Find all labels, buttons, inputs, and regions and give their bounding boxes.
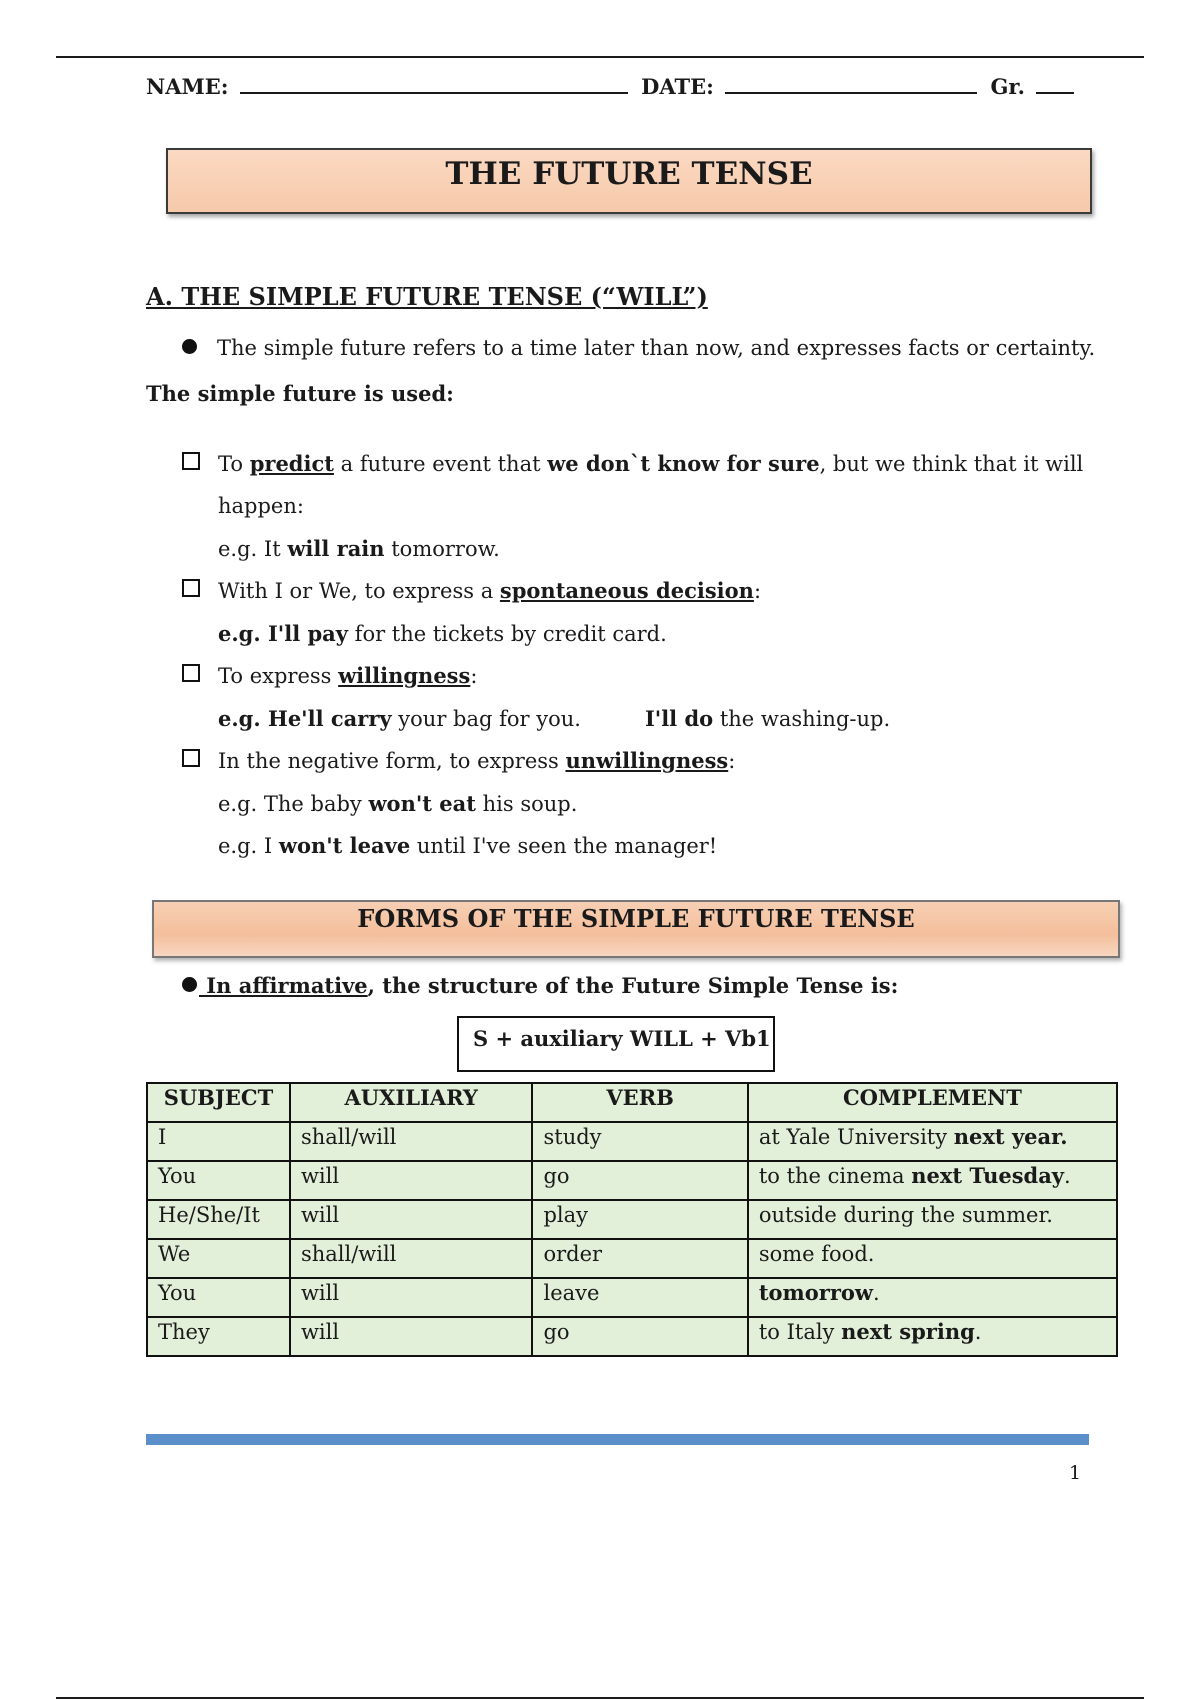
text: : — [470, 664, 478, 688]
header-complement: COMPLEMENT — [748, 1083, 1117, 1122]
cell-subject: They — [147, 1317, 290, 1356]
intro-bullet — [182, 334, 1095, 362]
checkbox-icon — [182, 579, 200, 597]
bold-text: won't eat — [368, 791, 476, 816]
cell-verb: study — [532, 1122, 747, 1161]
used-label: The simple future is used: — [146, 381, 454, 406]
text: his soup. — [475, 792, 578, 816]
cell-complement — [748, 1317, 1117, 1356]
example-unwillingness-1 — [218, 791, 577, 816]
structure-formula: S + auxiliary WILL + Vb1 — [457, 1016, 775, 1072]
bullet-icon — [182, 977, 197, 992]
use-unwillingness — [182, 748, 735, 773]
cell-subject: You — [147, 1161, 290, 1200]
table-row — [147, 1278, 1117, 1317]
text: to Italy — [758, 1320, 842, 1344]
keyword-unwillingness: unwillingness — [565, 748, 729, 773]
cell-complement — [748, 1122, 1117, 1161]
checkbox-icon — [182, 749, 200, 767]
student-header — [146, 70, 1074, 99]
text: at Yale University — [758, 1125, 954, 1149]
page-number: 1 — [1069, 1462, 1082, 1484]
bold-text: we don`t know for sure — [547, 451, 820, 476]
header-subject: SUBJECT — [147, 1083, 290, 1122]
cell-verb: go — [532, 1161, 747, 1200]
bold-text: will rain — [287, 536, 385, 561]
grade-label: Gr. — [990, 74, 1025, 99]
table-row — [147, 1161, 1117, 1200]
text: To — [218, 452, 250, 476]
date-label: DATE: — [641, 74, 714, 99]
affirmative-bullet — [182, 973, 898, 998]
text: . — [872, 1281, 880, 1305]
checkbox-icon — [182, 452, 200, 470]
cell-aux: will — [290, 1200, 533, 1239]
cell-subject: You — [147, 1278, 290, 1317]
table-header-row — [147, 1083, 1117, 1122]
text: e.g. The baby — [218, 792, 369, 816]
cell-verb: leave — [532, 1278, 747, 1317]
text: outside during the summer. — [758, 1203, 1053, 1227]
cell-complement — [748, 1239, 1117, 1278]
checkbox-icon — [182, 664, 200, 682]
example-predict — [218, 536, 500, 561]
text: : — [728, 749, 736, 773]
text: the washing-up. — [713, 707, 891, 731]
table-row — [147, 1122, 1117, 1161]
text: . — [1064, 1164, 1071, 1188]
table-row — [147, 1200, 1117, 1239]
cell-verb: play — [532, 1200, 747, 1239]
text: e.g. It — [218, 537, 288, 561]
header-verb: VERB — [532, 1083, 747, 1122]
bottom-rule — [56, 1697, 1144, 1699]
table-row — [147, 1239, 1117, 1278]
text: , but we think that it will — [819, 452, 1084, 476]
keyword-decision: spontaneous decision — [499, 578, 754, 603]
bold-text: tomorrow — [758, 1280, 873, 1305]
use-predict-cont: happen: — [218, 494, 304, 518]
keyword-willingness: willingness — [338, 663, 471, 688]
bold-text: I'll do — [644, 706, 714, 731]
text: a future event that — [333, 452, 548, 476]
text: . — [974, 1320, 982, 1344]
affirmative-keyword: In affirmative — [199, 973, 368, 998]
bold-text: e.g. I'll pay — [218, 621, 348, 646]
cell-aux: will — [290, 1161, 533, 1200]
page-title: THE FUTURE TENSE — [166, 148, 1092, 214]
example-willingness — [218, 706, 890, 731]
example-decision — [218, 621, 667, 646]
grade-blank[interactable] — [1036, 70, 1074, 94]
cell-aux: will — [290, 1317, 533, 1356]
text: to the cinema — [758, 1164, 912, 1188]
date-blank[interactable] — [725, 70, 977, 94]
cell-verb: order — [532, 1239, 747, 1278]
bold-text: next Tuesday — [911, 1163, 1065, 1188]
text: : — [753, 579, 762, 603]
text: some food. — [758, 1242, 875, 1266]
name-label: NAME: — [146, 74, 229, 99]
text: your bag for you. — [391, 707, 581, 731]
bold-text: won't leave — [278, 833, 411, 858]
cell-verb: go — [532, 1317, 747, 1356]
cell-complement — [748, 1200, 1117, 1239]
keyword-predict: predict — [249, 451, 334, 476]
cell-aux: shall/will — [290, 1239, 533, 1278]
bold-text: e.g. He'll carry — [218, 706, 392, 731]
cell-subject: I — [147, 1122, 290, 1161]
text: In the negative form, to express — [218, 749, 566, 773]
cell-complement — [748, 1278, 1117, 1317]
footer-bar — [146, 1434, 1089, 1445]
cell-subject: He/She/It — [147, 1200, 290, 1239]
text: To express — [218, 664, 339, 688]
forms-heading: FORMS OF THE SIMPLE FUTURE TENSE — [152, 900, 1120, 958]
text: e.g. I — [218, 834, 279, 858]
text: tomorrow. — [384, 537, 500, 561]
cell-complement — [748, 1161, 1117, 1200]
top-rule — [56, 56, 1144, 58]
bold-text: next spring — [841, 1319, 975, 1344]
header-auxiliary: AUXILIARY — [290, 1083, 533, 1122]
intro-text: The simple future refers to a time later than now, and expresses facts or certainty. — [217, 336, 1096, 360]
use-decision — [182, 578, 761, 603]
name-blank[interactable] — [240, 70, 628, 94]
example-unwillingness-2 — [218, 833, 717, 858]
cell-aux: will — [290, 1278, 533, 1317]
text: , the structure of the Future Simple Tense is: — [367, 973, 899, 998]
text: With I or We, to express a — [218, 579, 500, 603]
conjugation-table — [146, 1082, 1118, 1357]
use-willingness — [182, 663, 477, 688]
cell-aux: shall/will — [290, 1122, 533, 1161]
cell-subject: We — [147, 1239, 290, 1278]
bullet-icon — [182, 339, 197, 354]
section-a-heading: A. THE SIMPLE FUTURE TENSE (“WILL”) — [146, 282, 708, 311]
text: until I've seen the manager! — [410, 834, 718, 858]
table-row — [147, 1317, 1117, 1356]
bold-text: next year. — [953, 1124, 1068, 1149]
use-predict — [182, 451, 1083, 476]
text: for the tickets by credit card. — [348, 622, 667, 646]
